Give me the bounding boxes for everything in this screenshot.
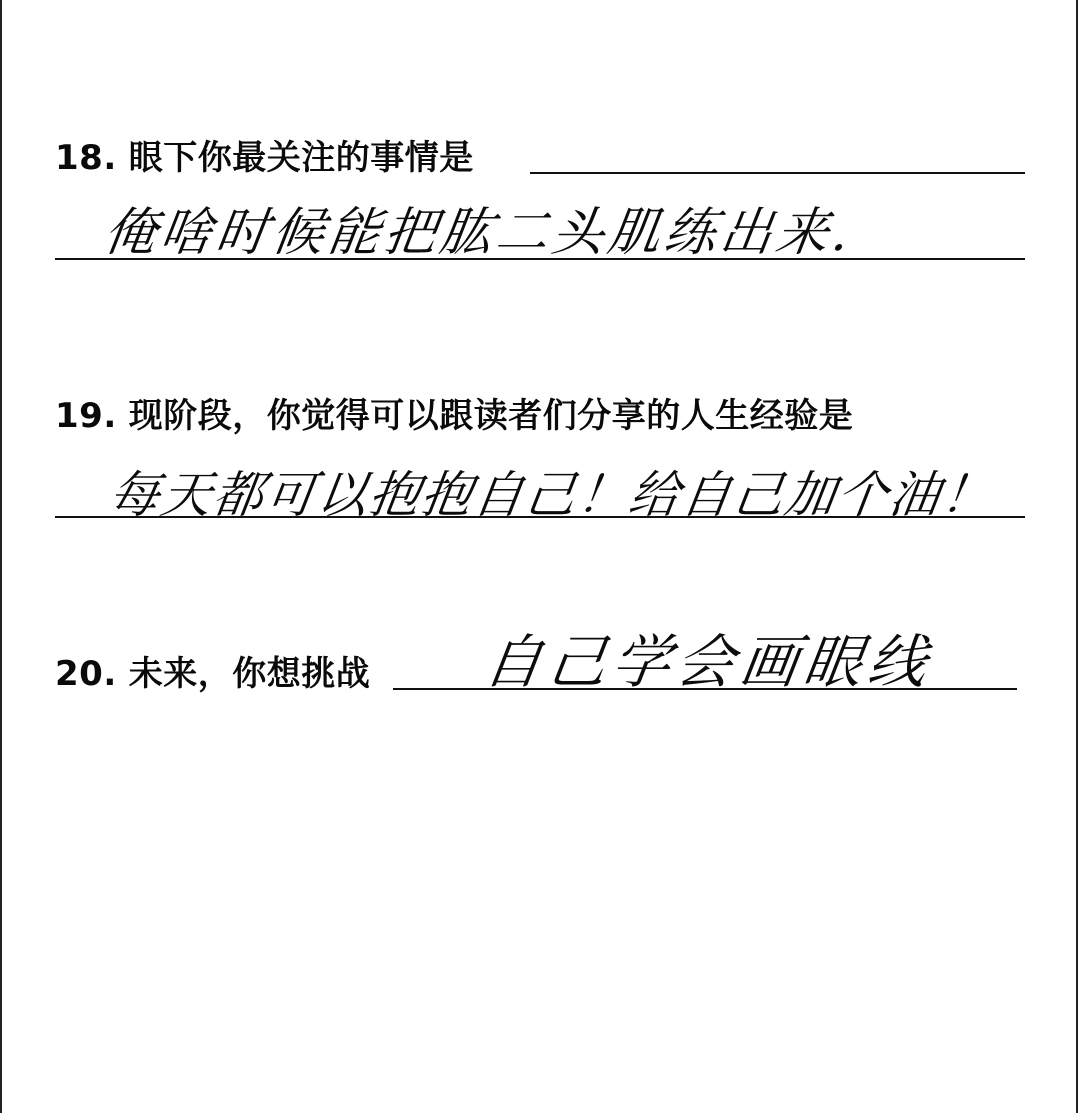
question-19 [55,388,853,437]
handwritten-answer: 每天都可以抱抱自己！给自己加个油！ [105,466,998,524]
question-number: 18. [55,138,117,178]
question-number: 19. [55,396,117,436]
handwritten-answer: 俺啥时候能把肱二头肌练出来. [100,203,857,263]
question-prompt: 现阶段，你觉得可以跟读者们分享的人生经验是 [128,396,854,436]
handwritten-answer: 自己学会画眼线 [479,628,938,696]
answer-line [55,258,1025,260]
question-number: 20. [55,654,117,694]
answer-line [530,172,1025,174]
question-prompt: 未来，你想挑战 [128,654,371,694]
question-20 [55,646,370,695]
answer-line [55,516,1025,518]
question-prompt: 眼下你最关注的事情是 [128,138,474,178]
answer-line [393,688,1017,690]
question-18 [55,130,474,179]
